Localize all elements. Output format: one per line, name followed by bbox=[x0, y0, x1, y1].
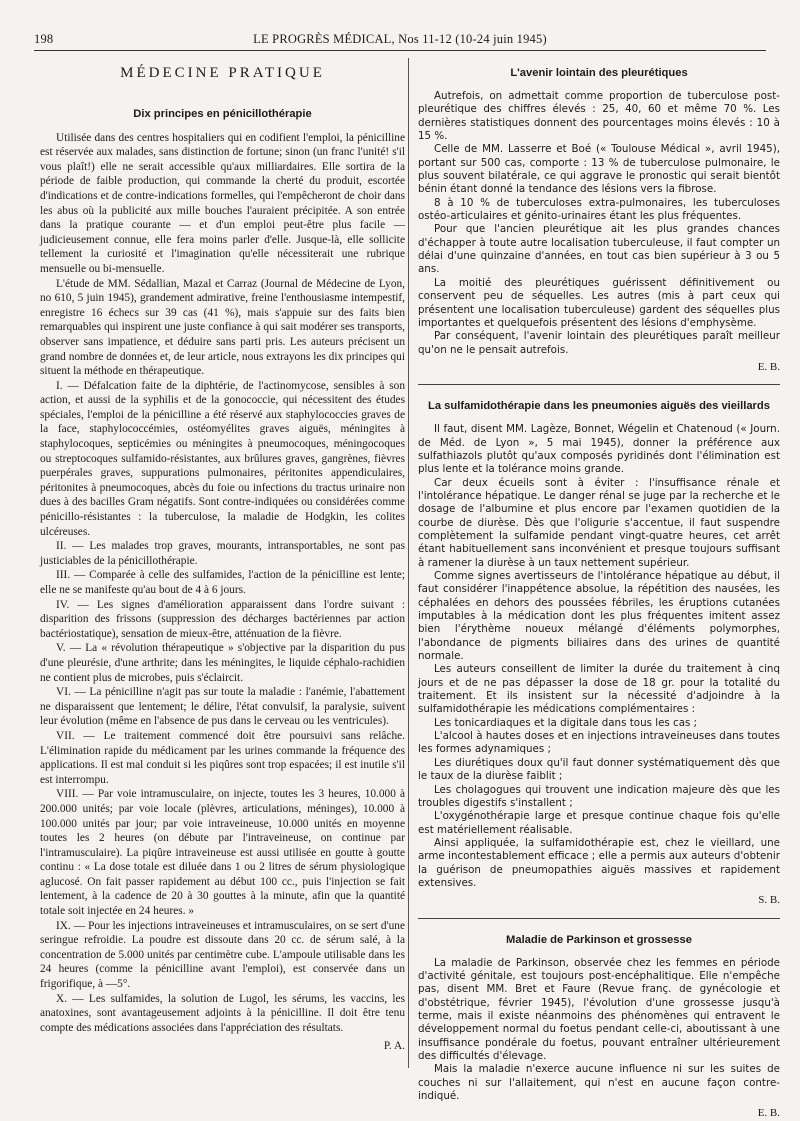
paragraph: Les cholagogues qui trouvent une indication majeure dès que les troubles digestifs s'installent ; bbox=[418, 783, 780, 809]
paragraph: Ainsi appliquée, la sulfamidothérapie est, chez le vieillard, une arme incontestablement efficace ; elle a permis aux auteurs d'obtenir la guérison de pneumopathies aiguës massives et rapidement extensives. bbox=[418, 836, 780, 889]
paragraph: Les diurétiques doux qu'il faut donner systématiquement dès que le taux de la diurèse faiblit ; bbox=[418, 756, 780, 783]
article-title: Dix principes en pénicillothérapie bbox=[133, 107, 312, 120]
journal-title: LE PROGRÈS MÉDICAL, Nos 11-12 (10-24 juin 1945) bbox=[253, 32, 547, 46]
principle-v: V. — La « révolution thérapeutique » s'objective par la disparition du pus d'une pleurésie, d'une arthrite; dans les méningites, le liquide céphalo-rachidien ne contient plus de microbes, puis s'éclaircit. bbox=[40, 642, 405, 684]
principle-x: X. — Les sulfamides, la solution de Lugol, les sérums, les vaccins, les anatoxines, sont avantageusement adjoints à la pénicilline. Il doit être tenu compte des médications associées dans l'appréciation des résultats. bbox=[40, 992, 405, 1034]
principle-ii: II. — Les malades trop graves, mourants, intransportables, ne sont pas justiciables de la pénicillothérapie. bbox=[40, 540, 405, 567]
principle-iv: IV. — Les signes d'amélioration apparaissent dans l'ordre suivant : disparition des frissons (suppression des décharges bactériennes par action bactériostatique), sensation de mieux-être, atténuation de la fièvre. bbox=[40, 598, 405, 640]
paragraph: Celle de MM. Lasserre et Boé (« Toulouse Médical », avril 1945), portant sur 500 cas, comporte : 13 % de tuberculose pulmonaire, le plus souvent bilatérale, ce qui aggrave le pronostic qui serait bientôt bénin étant donné la tendance des lésions vers la fibrose. bbox=[418, 143, 780, 196]
section-title: MÉDECINE PRATIQUE bbox=[120, 65, 325, 81]
paragraph: Il faut, disent MM. Lagèze, Bonnet, Wégelin et Chatenoud (« Journ. de Méd. de Lyon », 5 mai 1945), donner la préférence aux sulfathiazols plutôt qu'aux composés pyridinés dont l'élimination est plus lente et la tolérance moins grande. bbox=[418, 423, 780, 476]
signature: E. B. bbox=[757, 360, 780, 373]
paragraph: La moitié des pleurétiques guérissent définitivement ou conservent peu de séquelles. Les autres (mis à part ceux qui présentent une localisation tuberculeuse) gardent des séquelles plus importantes et quelquefois présentent des lésions d'emphysème. bbox=[418, 276, 780, 329]
right-column bbox=[418, 62, 780, 1120]
column-divider bbox=[408, 58, 409, 1068]
article-separator bbox=[418, 918, 780, 919]
header-rule bbox=[34, 50, 766, 51]
principle-i: I. — Défalcation faite de la diphtérie, de l'actinomycose, sensibles à son action, et aussi de la syphilis et de la gonococcie, qui nécessitent des études spéciales, l'emploi de la pénicilline a été réservé aux staphylococcies graves de la face, staphylococcémies, ostéomyélites graves aiguës, méningites à staphylocoques, septicémies ou méningites à pneumocoques, méningocoques ou streptocoques sulfamido-résistantes, aux brûlures graves, gangrènes, fièvres puerpérales graves, suppurations pulmonaires, péritonites appendiculaires, péritonites à pneumocoques, abcès du foie ou infections du tractus urinaire non dues à des bacilles Gram négatifs. Sont contre-indiquées ou considérées comme pénicillo-résistantes : la tuberculose, la maladie de Hodgkin, les colites ulcéreuses. bbox=[40, 379, 405, 538]
signature: S. B. bbox=[758, 894, 780, 907]
signature: E. B. bbox=[757, 1107, 780, 1120]
paragraph: La maladie de Parkinson, observée chez les femmes en période d'activité génitale, est toujours post-encéphalitique. Elle n'empêche pas, disent MM. Bret et Faure (Revue franç. de gynécologie et d'obstétrique, février 1945), l'évolution d'une grossesse jusqu'à terme, mais il existe néanmoins des phénomènes qui entravent le développement normal du foetus pendant celle-ci, aboutissant à une insuffisance pondérale du foetus, pouvant entraîner ultérieurement des difficultés d'élevage. bbox=[418, 956, 780, 1062]
principle-ix: IX. — Pour les injections intraveineuses et intramusculaires, on se sert d'une seringue refroidie. La poudre est dissoute dans 20 cc. de sérum salé, à la concentration de 5.000 unités par centimètre cube. L'ampoule utilisable dans les 24 heures (comme la pénicilline avant l'emploi), est conservée dans un frigorifique, à —5°. bbox=[40, 919, 405, 991]
left-column bbox=[40, 62, 405, 1072]
article-title: Maladie de Parkinson et grossesse bbox=[506, 933, 692, 946]
paragraph: Utilisée dans des centres hospitaliers qui en codifient l'emploi, la pénicilline est réservée aux malades, sans distinction de fortune; sinon (un franc l'unité! s'il vous plaît!) elle ne serait accessible qu'aux milliardaires. Elle sortira de la période de faible production, qui commande la cherté du produit, escortée d'indications et de contre-indications formelles, qui l'empêcheront de choir dans les abus où la publicité aux mille bouches l'auraient précipitée. A son entrée dans la pratique courante — et d'un emploi peut-être plus facile — judicieusement connue, elle fera moins parler d'elle. Jusque-là, elle sollicite tellement la curiosité et l'imagination qu'elle nécessiterait une rubrique mensuelle ou bi-mensuelle. bbox=[40, 131, 405, 275]
principle-vii: VII. — Le traitement commencé doit être poursuivi sans relâche. L'élimination rapide du médicament par les urines commande la fréquence des applications. Il est mal conduit si les piqûres sont trop espacées; il est inutile s'il est interrompu. bbox=[40, 729, 405, 786]
paragraph: Car deux écueils sont à éviter : l'insuffisance rénale et l'intolérance hépatique. Le danger rénal se juge par la recherche et le dosage de l'albumine et plus encore par l'examen quotidien de la courbe de diurèse. Dès que l'oligurie s'accentue, il faut suspendre complètement la sulfamide pendant vingt-quatre heures, cet arrêt étant habituellement sans inconvénient et presque toujours suffisant à ramener la diurèse à un taux nettement supérieur. bbox=[418, 476, 780, 569]
principle-vi: VI. — La pénicilline n'agit pas sur toute la maladie : l'anémie, l'abattement ne disparaissent que lentement; le délire, l'état convulsif, la paralysie, suivent leur évolution (même en l'absence de pus dans le cerveau ou les ventricules). bbox=[40, 686, 405, 728]
paragraph: 8 à 10 % de tuberculoses extra-pulmonaires, les tuberculoses ostéo-articulaires et génito-urinaires étant les plus fréquentes. bbox=[418, 196, 780, 223]
article-title: L'avenir lointain des pleurétiques bbox=[510, 67, 688, 79]
paragraph: L'oxygénothérapie large et presque continue chaque fois qu'elle est matériellement réalisable. bbox=[418, 810, 780, 836]
paragraph: L'étude de MM. Sédallian, Mazal et Carraz (Journal de Médecine de Lyon, no 610, 5 juin 1945), grandement admirative, freine l'enthousiasme intempestif, enregistre 16 échecs sur 39 cas (41 %), mais s'appuie sur des faits bien remarquables qui inspirent une juste confiance à qui sait modérer ses transports, observer sans impatience, et déduire sans parti pris. Les auteurs précisent un grand nombre de données et, de leur article, nous extrayons les dix principes qui situent la méthode en thérapeutique. bbox=[40, 277, 405, 378]
principle-viii: VIII. — Par voie intramusculaire, on injecte, toutes les 3 heures, 10.000 à 200.000 unités; par voie locale (plèvres, articulations, méninges), 10.000 à 100.000 unités par jour; par voie intraveineuse, 10.000 unités en moyenne toutes les 2 heures (on débute par l'intraveineuse, on continue par l'intramusculaire). La piqûre intraveineuse est aussi utilisée en goutte à goutte continu : « La dose totale est diluée dans 1 ou 2 litres de sérum physiologique aglucosé. On fait passer rapidement au début 100 cc., puis l'injection se fait lentement, à la cadence de 20 à 30 gouttes à la minute, afin que la quantité totale soit injectée en 24 heures. » bbox=[40, 788, 405, 918]
paragraph: Mais la maladie n'exerce aucune influence ni sur les suites de couches ni sur l'allaitement, qui n'est en aucune façon contre-indiqué. bbox=[418, 1063, 780, 1103]
article-separator bbox=[418, 384, 780, 385]
paragraph: Par conséquent, l'avenir lointain des pleurétiques paraît meilleur qu'on ne le pensait autrefois. bbox=[418, 330, 780, 356]
article-title: La sulfamidothérapie dans les pneumonies aiguës des vieillards bbox=[428, 400, 770, 413]
signature: P. A. bbox=[383, 1040, 405, 1053]
paragraph: Comme signes avertisseurs de l'intolérance hépatique au début, il faut considérer l'inappétence absolue, la répétition des nausées, les céphalées en dehors des poussées fébriles, les éruptions cutanées imputables à la médication dont les plus fréquentes imitent assez bien l'érythème noueux mélangé d'éléments polymorphes, l'abondance de pigments biliaires dans des urines de quantité normale. bbox=[418, 570, 780, 663]
principle-iii: III. — Comparée à celle des sulfamides, l'action de la pénicilline est lente; elle ne se manifeste qu'au bout de 4 à 6 jours. bbox=[40, 569, 405, 596]
page-number: 198 bbox=[34, 32, 54, 46]
paragraph: Autrefois, on admettait comme proportion de tuberculose post-pleurétique des chiffres élevés : 25, 40, 60 et même 70 %. Les dernières statistiques donnent des pourcentages moins élevés : 10 à 15 %. bbox=[418, 90, 780, 143]
paragraph: Les auteurs conseillent de limiter la durée du traitement à cinq jours et de ne pas dépasser la dose de 18 gr. pour la totalité du traitement. Et ils insistent sur la nécessité d'adjoindre à la sulfamidothérapie les médications complémentaires : bbox=[418, 663, 780, 716]
paragraph: Les tonicardiaques et la digitale dans tous les cas ; bbox=[434, 716, 698, 729]
paragraph: L'alcool à hautes doses et en injections intraveineuses dans toutes les formes adynamiques ; bbox=[418, 730, 780, 756]
running-header bbox=[34, 28, 766, 50]
paragraph: Pour que l'ancien pleurétique ait les plus grandes chances d'échapper à toute autre localisation tuberculeuse, il faut compter un délai d'une quinzaine d'années, en tout cas bien supérieur à 3 ou 5 ans. bbox=[418, 223, 780, 276]
